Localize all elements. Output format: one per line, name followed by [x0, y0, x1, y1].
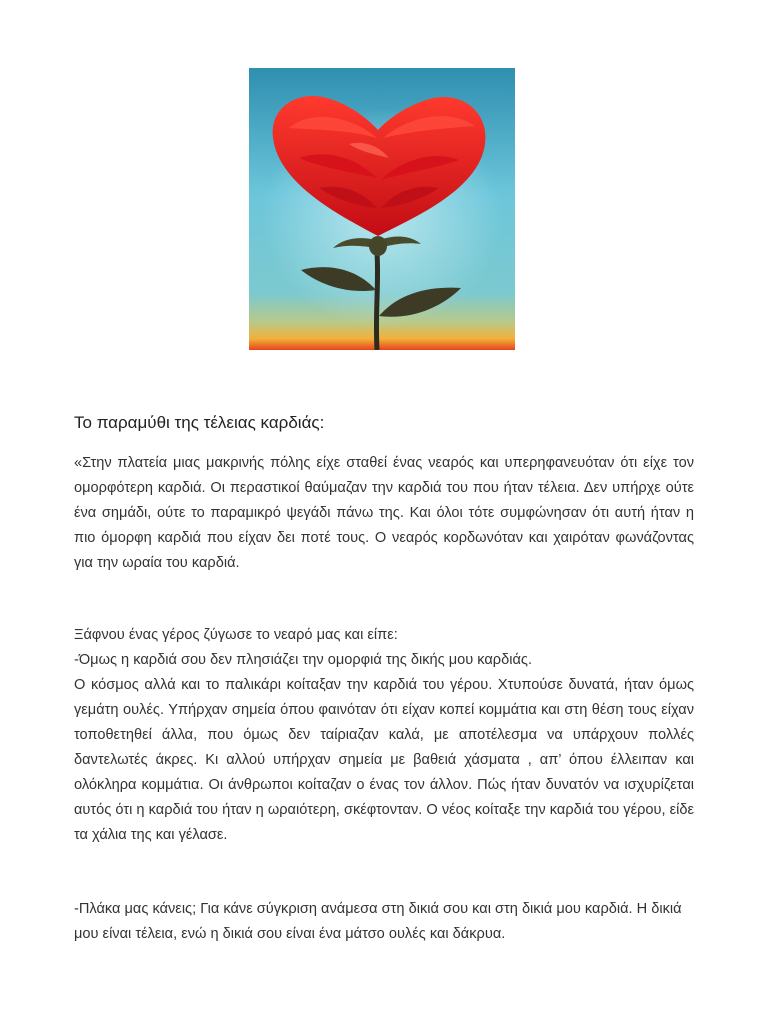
story-paragraph-2 — [74, 623, 694, 848]
story-paragraph-2-line-1: Ξάφνου ένας γέρος ζύγωσε το νεαρό μας και είπε: — [74, 627, 398, 643]
story-paragraph-2-line-2: -Όμως η καρδιά σου δεν πλησιάζει την ομορφιά της δικής μου καρδιάς. — [74, 652, 532, 668]
heart-rose-illustration — [249, 68, 515, 350]
story-title: Το παραμύθι της τέλειας καρδιάς: — [74, 413, 325, 432]
story-paragraph-2-line-3: Ο κόσμος αλλά και το παλικάρι κοίταξαν την καρδιά του γέρου. Χτυπούσε δυνατά, ήταν όμως γεμάτη ουλές. Υπήρχαν σημεία όπου φαινόταν ότι είχαν κοπεί κομμάτια και στη θέση τους είχαν τοποθετηθεί άλλα, που όμως δεν ταίριαζαν καλά, με αποτέλεσμα να υπάρχουν πολλές δαντελωτές άκρες. Κι αλλού υπήρχαν σημεία με βαθειά χάσματα , απ’ όπου έλλειπαν και ολόκληρα κομμάτια. Οι άνθρωποι κοίταζαν ο ένας τον άλλον. Πώς ήταν δυνατόν να ισχυρίζεται αυτός ότι η καρδιά του ήταν η ωραιότερη, σκέφτονταν. Ο νέος κοίταξε την καρδιά του γέρου, είδε τα χάλια της και γέλασε. — [74, 677, 694, 843]
story-paragraph-3: -Πλάκα μας κάνεις; Για κάνε σύγκριση ανάμεσα στη δικιά σου και στη δικιά μου καρδιά. Η δικιά μου είναι τέλεια, ενώ η δικιά σου είναι ένα μάτσο ουλές και δάκρυα. — [74, 901, 682, 942]
story-paragraph-1: «Στην πλατεία μιας μακρινής πόλης είχε σταθεί ένας νεαρός και υπερηφανευόταν ότι είχε τον ομορφότερη καρδιά. Οι περαστικοί θαύμαζαν την καρδιά του που ήταν τέλεια. Δεν υπήρχε ούτε ένα σημάδι, ούτε το παραμικρό ψεγάδι πάνω της. Και όλοι τότε συμφώνησαν ότι αυτή ήταν η πιο όμορφη καρδιά που είχαν δει ποτέ τους. Ο νεαρός κορδωνόταν και χαιρόταν φωνάζοντας για την ωραία του καρδιά. — [74, 455, 694, 571]
